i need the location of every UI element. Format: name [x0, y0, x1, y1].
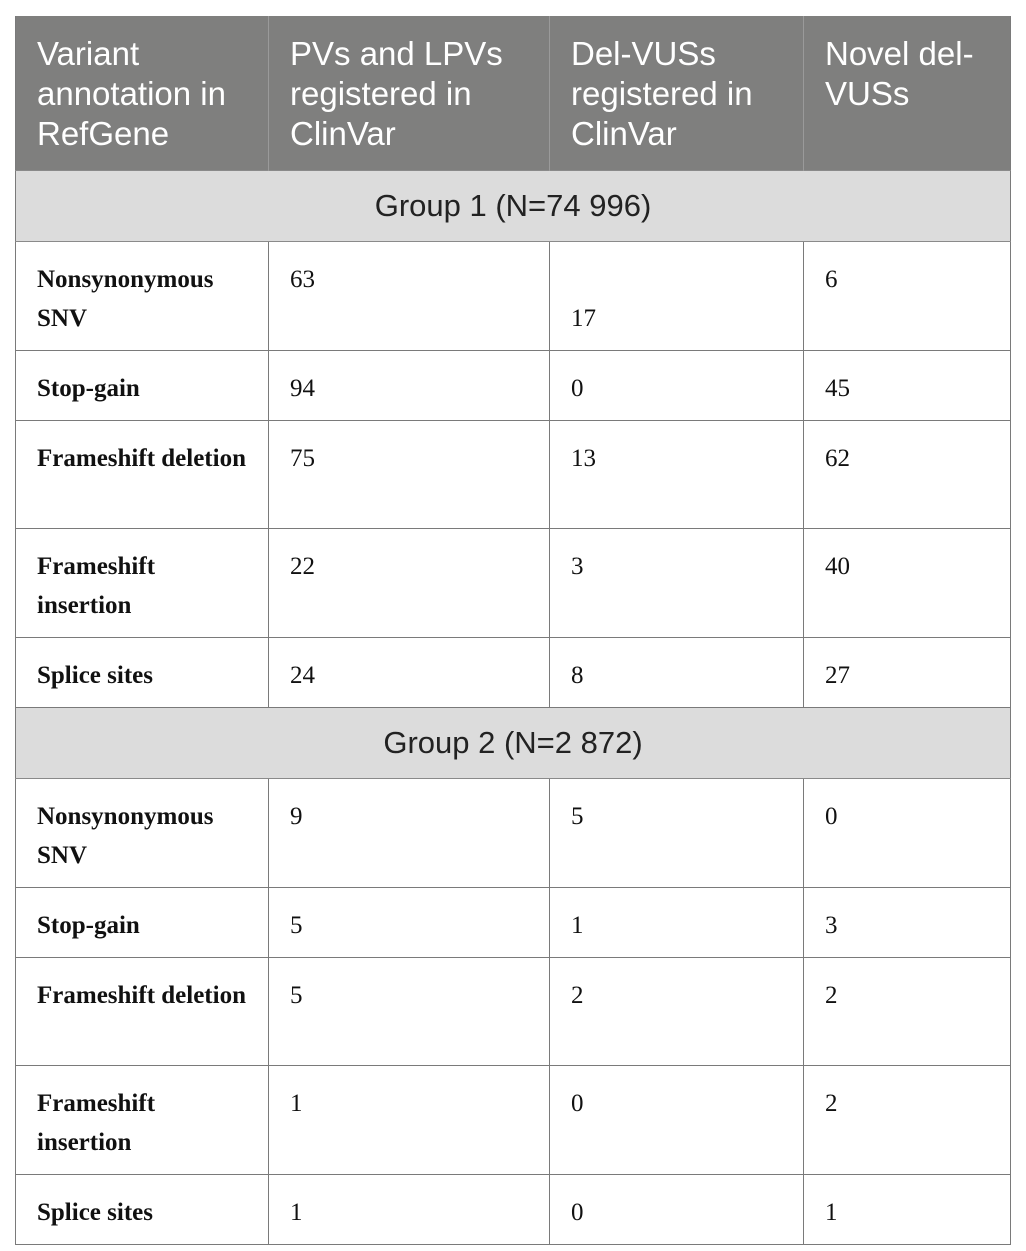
- row-label: Stop-gain: [16, 888, 269, 958]
- novel-value: 2: [804, 958, 1011, 1066]
- group-1-title: Group 1 (N=74 996): [16, 171, 1011, 242]
- pv-value: 75: [269, 421, 550, 529]
- pv-value: 9: [269, 779, 550, 888]
- delvus-value: 8: [550, 638, 804, 708]
- table-row: [16, 779, 1011, 888]
- table-row: [16, 958, 1011, 1066]
- group-row: [16, 171, 1011, 242]
- delvus-value: 5: [550, 779, 804, 888]
- delvus-value: 1: [550, 888, 804, 958]
- table-row: [16, 529, 1011, 638]
- delvus-value: [550, 242, 804, 351]
- table-row: [16, 1175, 1011, 1245]
- novel-value: 2: [804, 1066, 1011, 1175]
- table-row: [16, 888, 1011, 958]
- delvus-value: 13: [550, 421, 804, 529]
- novel-value: 45: [804, 351, 1011, 421]
- pv-value: 63: [269, 242, 550, 351]
- row-label: Nonsynonymous SNV: [16, 242, 269, 351]
- pv-value: 94: [269, 351, 550, 421]
- table-row: [16, 421, 1011, 529]
- novel-value: 1: [804, 1175, 1011, 1245]
- header-variant-annotation: Variant annotation in RefGene: [16, 16, 269, 171]
- group-2-title: Group 2 (N=2 872): [16, 708, 1011, 779]
- table-row: [16, 1066, 1011, 1175]
- group-row: [16, 708, 1011, 779]
- delvus-value: 0: [550, 1175, 804, 1245]
- delvus-value: 3: [550, 529, 804, 638]
- pv-value: 5: [269, 958, 550, 1066]
- row-label: Frameshift insertion: [16, 529, 269, 638]
- row-label: Nonsynonymous SNV: [16, 779, 269, 888]
- row-label: Frameshift insertion: [16, 1066, 269, 1175]
- row-label: Stop-gain: [16, 351, 269, 421]
- header-novel-del-vuss: Novel del-VUSs: [804, 16, 1011, 171]
- header-del-vuss: Del-VUSs registered in ClinVar: [550, 16, 804, 171]
- row-label: Splice sites: [16, 1175, 269, 1245]
- delvus-value: 0: [550, 351, 804, 421]
- header-pvs-lpvs: PVs and LPVs registered in ClinVar: [269, 16, 550, 171]
- pv-value: 1: [269, 1066, 550, 1175]
- pv-value: 5: [269, 888, 550, 958]
- novel-value: 6: [804, 242, 1011, 351]
- novel-value: 0: [804, 779, 1011, 888]
- pv-value: 24: [269, 638, 550, 708]
- novel-value: 3: [804, 888, 1011, 958]
- delvus-value-text: 17: [571, 305, 596, 332]
- novel-value: 40: [804, 529, 1011, 638]
- novel-value: 62: [804, 421, 1011, 529]
- row-label: Frameshift deletion: [16, 958, 269, 1066]
- pv-value: 1: [269, 1175, 550, 1245]
- table-row: [16, 242, 1011, 351]
- header-row: [16, 16, 1011, 171]
- table-row: [16, 351, 1011, 421]
- delvus-value: 2: [550, 958, 804, 1066]
- delvus-value: 0: [550, 1066, 804, 1175]
- row-label: Splice sites: [16, 638, 269, 708]
- variant-table: [15, 16, 1011, 1245]
- pv-value: 22: [269, 529, 550, 638]
- novel-value: 27: [804, 638, 1011, 708]
- row-label: Frameshift deletion: [16, 421, 269, 529]
- table-row: [16, 638, 1011, 708]
